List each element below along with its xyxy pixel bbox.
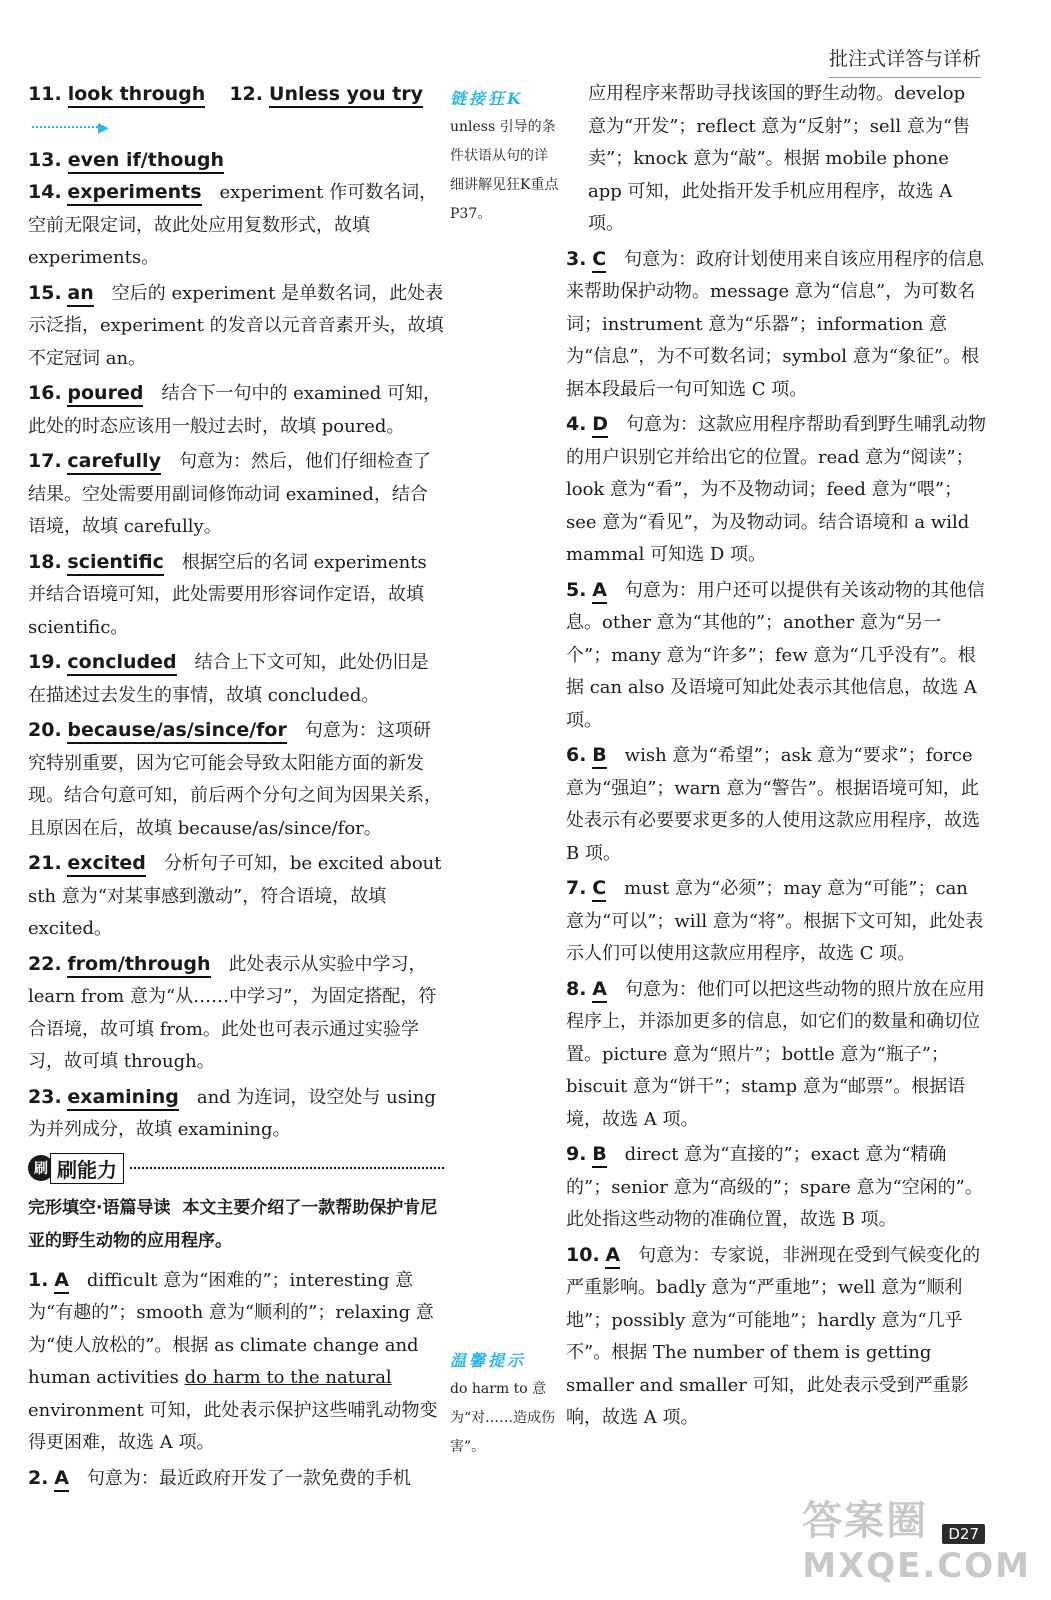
arrow-right-icon: ▶ — [98, 120, 109, 136]
item-number: 5. — [566, 578, 587, 601]
watermark-logo: 答案圈 MXQE.COM — [802, 1498, 1031, 1586]
item-number: 17. — [28, 450, 62, 472]
page-header: 批注式详答与详析 — [829, 44, 981, 78]
underlined-phrase: do harm to the natural — [184, 1367, 392, 1388]
item-number: 22. — [28, 952, 62, 975]
side-note-title: 温馨提示 — [450, 1351, 527, 1370]
answer-text: A — [592, 579, 607, 604]
left-column — [28, 78, 444, 1497]
explanation-text: 结合上下文可知，此处仍旧是在描述过去发生的事情，故填 concluded。 — [28, 652, 429, 706]
reading-guide — [28, 1192, 444, 1258]
answer-text: A — [592, 978, 607, 1003]
item-number: 12. — [229, 83, 263, 105]
answer-text: Unless you try — [269, 83, 423, 108]
cloze-item-5 — [566, 872, 986, 971]
answer-item-4 — [28, 445, 444, 544]
answer-text: even if/though — [68, 149, 224, 174]
item-number: 1. — [28, 1268, 49, 1291]
item-number: 21. — [28, 852, 62, 874]
explanation-text: 句意为：这项研究特别重要，因为它可能会导致太阳能方面的新发现。结合句意可知，前后两个分句之间为因果关系，且原因在后，故填 because/as/since/for。 — [28, 720, 442, 839]
explanation-text: direct 意为“直接的”；exact 意为“精确的”；senior 意为“高级的”；spare 意为“空闲的”。此处指这些动物的准确位置，故选 B 项。 — [566, 1144, 983, 1230]
section-divider — [130, 1167, 444, 1169]
item-number: 2. — [28, 1466, 49, 1489]
item-number: 15. — [28, 281, 62, 304]
answer-item-1 — [28, 176, 444, 275]
item-number: 4. — [566, 413, 587, 435]
answer-text: from/through — [67, 953, 210, 978]
answer-text: C — [592, 877, 606, 902]
item-number: 18. — [28, 550, 62, 573]
answer-item-6 — [28, 646, 444, 712]
answer-text: excited — [67, 852, 146, 877]
answer-text: B — [592, 744, 606, 769]
explanation-text: 句意为：最近政府开发了一款免费的手机 — [86, 1467, 411, 1489]
continued-explanation: 应用程序来帮助寻找该国的野生动物。develop 意为“开发”；reflect 意为“反射”；sell 意为“售卖”；knock 意为“敲”。根据 mobile phone app 可知，此处指开发手机应用程序，故选 A 项。 — [588, 83, 971, 234]
item-number: 19. — [28, 651, 62, 673]
side-note-title: 链接狂K — [450, 89, 524, 108]
answer-text: look through — [68, 83, 206, 108]
cloze-item-8 — [566, 1239, 986, 1435]
item-number: 11. — [28, 83, 62, 105]
brush-icon: 刷 — [28, 1155, 54, 1181]
explanation-text: must 意为“必须”；may 意为“可能”；can 意为“可以”；will 意为“将”。根据下文可知，此处表示人们可以使用这款应用程序，故选 C 项。 — [566, 878, 984, 964]
side-note-text: unless 引导的条件状语从句的详细讲解见狂K重点P37。 — [450, 119, 559, 222]
answer-row-13 — [28, 144, 444, 176]
cloze-answer-list — [566, 243, 986, 1435]
cloze-item-2 — [566, 408, 986, 572]
guide-text: 本文主要介绍了一款帮助保护肯尼亚的野生动物的应用程序。 — [28, 1197, 438, 1251]
cloze-item-4 — [566, 739, 986, 870]
explanation-text: 句意为：他们可以把这些动物的照片放在应用程序上，并添加更多的信息，如它们的数量和确切位置。picture 意为“照片”；bottle 意为“瓶子”；biscuit 意为“饼干”；stamp 意为“邮票”。根据语境，故选 A 项。 — [566, 978, 985, 1130]
explanation-text: environment 可知，此处表示保护这些哺乳动物变得更困难，故选 A 项。 — [28, 1399, 438, 1453]
item-number: 10. — [566, 1243, 600, 1266]
explanation-text: 结合下一句中的 examined 可知，此处的时态应该用一般过去时，故填 poured。 — [28, 383, 442, 437]
item-number: 6. — [566, 744, 587, 766]
answer-text: concluded — [67, 651, 176, 676]
item-number: 13. — [28, 149, 62, 171]
explanation-text: 句意为：用户还可以提供有关该动物的其他信息。other 意为“其他的”；another 意为“另一个”；many 意为“许多”；few 意为“几乎没有”。根据 can also 及语境可知此处表示其他信息，故选 A 项。 — [566, 579, 985, 731]
answer-text: an — [67, 282, 93, 307]
side-note-link — [450, 84, 560, 229]
answer-item-9 — [28, 948, 444, 1079]
answer-text: B — [592, 1143, 606, 1168]
item-number: 20. — [28, 719, 62, 741]
answer-row-11-12 — [28, 78, 444, 144]
explanation-text: 分析句子可知，be excited about sth 意为“对某事感到激动”，符合语境，故填 excited。 — [28, 853, 442, 939]
section-header — [28, 1153, 444, 1184]
explanation-text: 句意为：政府计划使用来自该应用程序的信息来帮助保护动物。message 意为“信息”，为可数名词；instrument 意为“乐器”；information 意为“信息”，为不可数名词；symbol 意为“象征”。根据本段最后一句可知选 C 项。 — [566, 248, 985, 400]
explanation-text: 此处表示从实验中学习，learn from 意为“从……中学习”，为固定搭配，符合语境，故可填 from。此处也可表示通过实验学习，故可填 through。 — [28, 953, 437, 1072]
answer-item-8 — [28, 847, 444, 946]
explanation-text: difficult 意为“困难的”；interesting 意为“有趣的”；smooth 意为“顺利的”；relaxing 意为“使人放松的”。根据 as climate change and human activities — [28, 1269, 434, 1388]
guide-label: 完形填空·语篇导读 — [28, 1197, 171, 1218]
cloze-item-1 — [566, 243, 986, 407]
answer-text: C — [592, 248, 606, 273]
answer-item-5 — [28, 546, 444, 645]
answer-text: D — [592, 413, 608, 438]
explanation-text: experiment 作可数名词，空前无限定词，故此处应用复数形式，故填 experiments。 — [28, 182, 438, 268]
answer-text: because/as/since/for — [67, 719, 286, 744]
item-number: 16. — [28, 382, 62, 404]
link-dotted-line — [32, 126, 98, 128]
answer-text: A — [54, 1269, 69, 1294]
explanation-text: and 为连词，设空处与 using 为并列成分，故填 examining。 — [28, 1086, 436, 1140]
item-number: 9. — [566, 1143, 587, 1165]
explanation-text: 空后的 experiment 是单数名词，此处表示泛指，experiment 的发音以元音音素开头，故填不定冠词 an。 — [28, 282, 444, 369]
answer-text: scientific — [67, 551, 163, 576]
explanation-text: 根据空后的名词 experiments 并结合语境可知，此处需要用形容词作定语，故填 scientific。 — [28, 551, 427, 638]
explanation-text: wish 意为“希望”；ask 意为“要求”；force 意为“强迫”；warn 意为“警告”。根据语境可知，此处表示有必要要求更多的人使用这款应用程序，故选 B 项。 — [566, 745, 980, 864]
section-title: 刷能力 — [50, 1153, 124, 1184]
answer-item-2 — [28, 277, 444, 376]
explanation-text: 句意为：这款应用程序帮助看到野生哺乳动物的用户识别它并给出它的位置。read 意为“阅读”；look 意为“看”，为不及物动词；feed 意为“喂”；see 意为“看见”，为及物动词。结合语境和 a wild mammal 可知选 D 项。 — [566, 414, 986, 565]
item-number: 23. — [28, 1085, 62, 1108]
right-column — [566, 78, 986, 1437]
cloze-item-3 — [566, 574, 986, 738]
answer-text: carefully — [67, 450, 161, 475]
answer-list — [28, 176, 444, 1147]
item-number: 7. — [566, 877, 587, 899]
cloze-item-1 — [28, 1264, 444, 1460]
item-number: 14. — [28, 181, 62, 203]
answer-text: A — [605, 1244, 620, 1269]
side-note-tip — [450, 1346, 560, 1462]
answer-text: A — [54, 1467, 69, 1492]
answer-text: poured — [67, 382, 143, 407]
answer-item-10 — [28, 1081, 444, 1147]
explanation-text: 句意为：然后，他们仔细检查了结果。空处需要用副词修饰动词 examined，结合语境，故填 carefully。 — [28, 451, 431, 537]
cloze-item-6 — [566, 973, 986, 1137]
item-number: 8. — [566, 977, 587, 1000]
answer-text: examining — [67, 1086, 178, 1111]
item-number: 3. — [566, 247, 587, 270]
cloze-item-2 — [28, 1462, 444, 1496]
page-number: D27 — [942, 1524, 985, 1544]
answer-text: experiments — [67, 181, 201, 206]
cloze-item-7 — [566, 1138, 986, 1237]
answer-item-3 — [28, 377, 444, 443]
side-note-text: do harm to 意为“对……造成伤害”。 — [450, 1381, 556, 1455]
answer-item-7 — [28, 714, 444, 845]
explanation-text: 句意为：专家说，非洲现在受到气候变化的严重影响。badly 意为“严重地”；well 意为“顺利地”；possibly 意为“可能地”；hardly 意为“几乎不”。根据 The number of them is getting smaller and smaller 可知，此处表示受到严重影响，故选 A 项。 — [566, 1244, 981, 1428]
